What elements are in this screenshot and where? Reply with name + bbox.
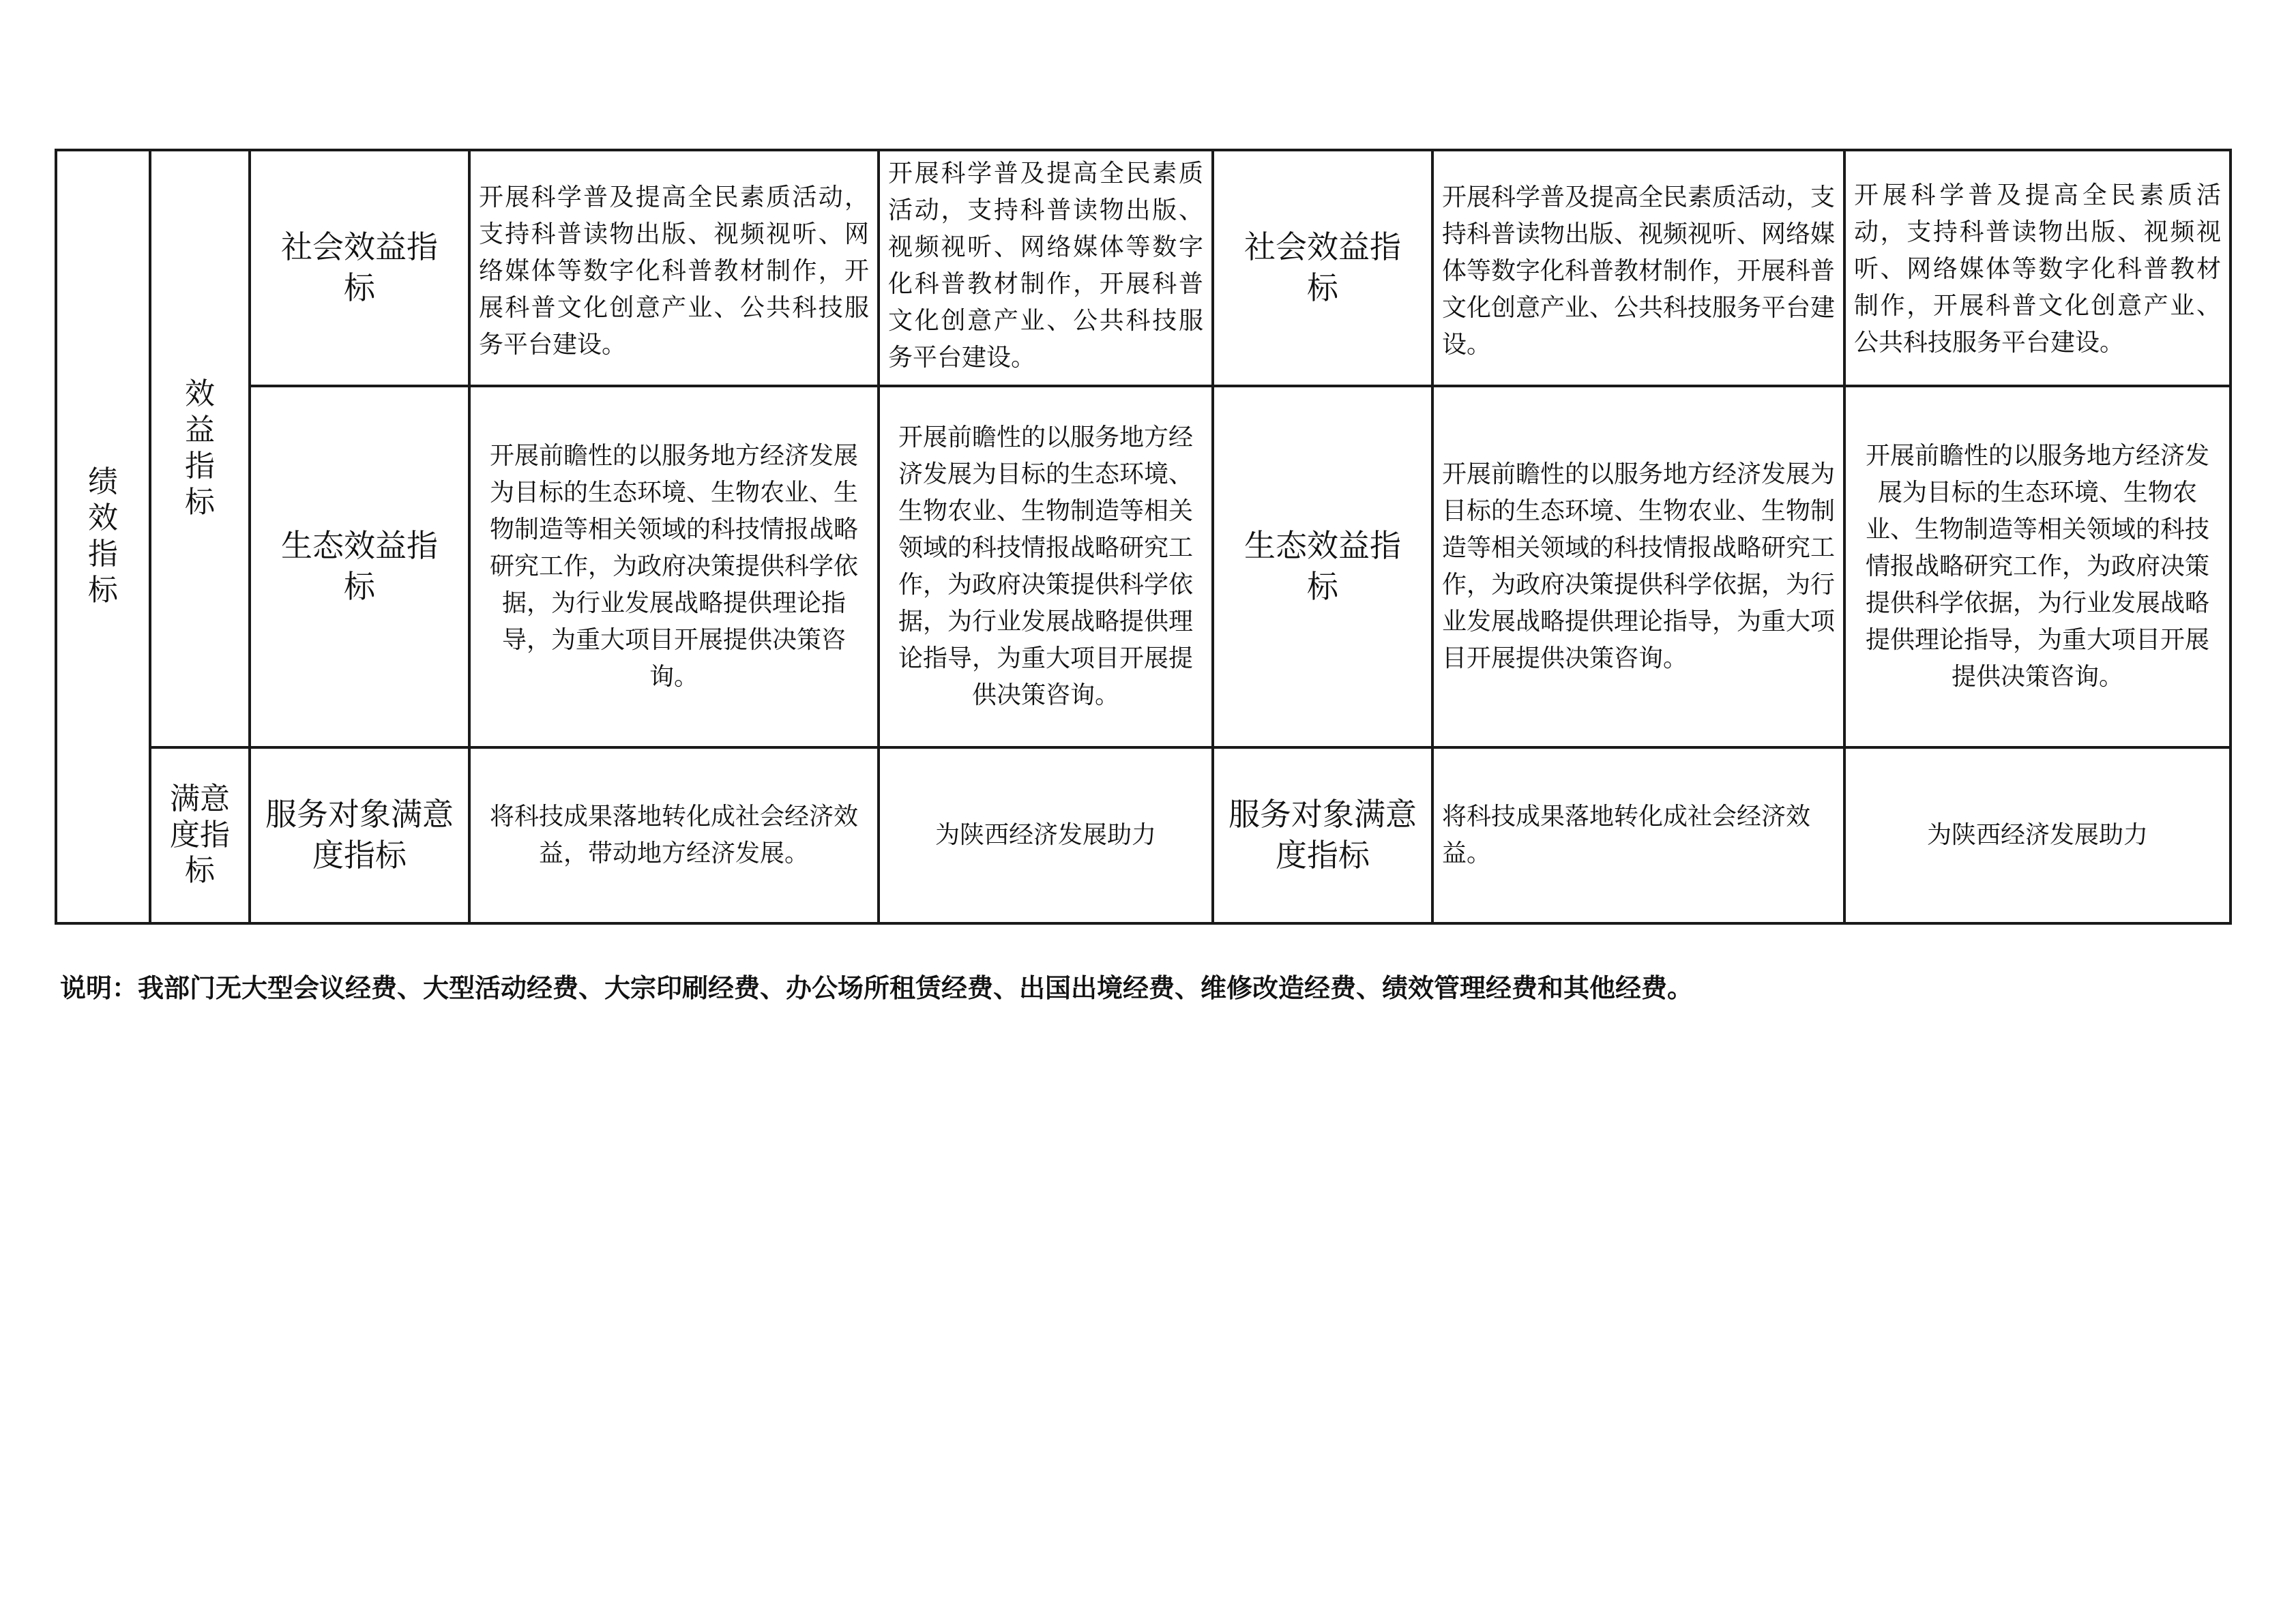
content-text: 开展科学普及提高全民素质活动，支持科普读物出版、视频视听、网络媒体等数字化科普教材制作，开展科普文化创意产业、公共科技服务平台建设。 [479, 183, 869, 359]
indicator-name: 生态效益指标 [1244, 527, 1401, 605]
indicator-name: 社会效益指标 [1244, 228, 1401, 306]
content-cell [879, 150, 1213, 386]
content-cell [879, 747, 1213, 923]
benefit-label-cell [150, 150, 250, 747]
benefit-label: 效益指标 [185, 376, 215, 520]
content-cell [469, 386, 879, 747]
content-cell [1432, 747, 1844, 923]
indicator-name: 服务对象满意度指标 [265, 796, 454, 874]
content-cell [879, 386, 1213, 747]
content-cell [1844, 150, 2231, 386]
performance-label-cell [56, 150, 150, 923]
content-text: 开展科学普及提高全民素质活动，支持科普读物出版、视频视听、网络媒体等数字化科普教材制作，开展科普文化创意产业、公共科技服务平台建设。 [888, 160, 1203, 372]
table-row [56, 150, 2231, 386]
content-text: 开展科学普及提高全民素质活动，支持科普读物出版、视频视听、网络媒体等数字化科普教材制作，开展科普文化创意产业、公共科技服务平台建设。 [1854, 181, 2221, 357]
indicator-cell [1213, 747, 1432, 923]
content-cell [1432, 150, 1844, 386]
indicator-cell [1213, 386, 1432, 747]
indicator-name: 社会效益指标 [281, 228, 438, 306]
content-cell [469, 150, 879, 386]
indicator-cell [250, 386, 469, 747]
content-text: 将科技成果落地转化成社会经济效益，带动地方经济发展。 [489, 803, 858, 867]
content-cell [1844, 747, 2231, 923]
content-cell [1432, 386, 1844, 747]
indicator-cell [250, 150, 469, 386]
content-cell [1844, 386, 2231, 747]
content-text: 将科技成果落地转化成社会经济效益。 [1442, 803, 1811, 867]
content-text: 开展前瞻性的以服务地方经济发展为目标的生态环境、生物农业、生物制造等相关领域的科技情报战略研究工作，为政府决策提供科学依据，为行业发展战略提供理论指导，为重大项目开展提供决策咨询。 [489, 442, 858, 691]
table-row [56, 386, 2231, 747]
satisfaction-label-cell [150, 747, 250, 923]
satisfaction-label: 满意度指标 [170, 781, 230, 889]
content-text: 开展前瞻性的以服务地方经济发展为目标的生态环境、生物农业、生物制造等相关领域的科技情报战略研究工作，为政府决策提供科学依据，为行业发展战略提供理论指导，为重大项目开展提供决策咨询。 [898, 423, 1193, 709]
content-text: 开展前瞻性的以服务地方经济发展为目标的生态环境、生物农业、生物制造等相关领域的科技情报战略研究工作，为政府决策提供科学依据，为行业发展战略提供理论指导，为重大项目开展提供决策咨询。 [1442, 460, 1836, 672]
performance-table [55, 149, 2232, 925]
indicator-cell [1213, 150, 1432, 386]
indicator-name: 生态效益指标 [281, 527, 438, 605]
footnote: 说明：我部门无大型会议经费、大型活动经费、大宗印刷经费、办公场所租赁经费、出国出境经费、维修改造经费、绩效管理经费和其他经费。 [60, 972, 1694, 1003]
content-text: 开展前瞻性的以服务地方经济发展为目标的生态环境、生物农业、生物制造等相关领域的科技情报战略研究工作，为政府决策提供科学依据，为行业发展战略提供理论指导，为重大项目开展提供决策咨询。 [1865, 442, 2209, 691]
table-row [56, 747, 2231, 923]
content-cell [469, 747, 879, 923]
indicator-cell [250, 747, 469, 923]
indicator-name: 服务对象满意度指标 [1228, 796, 1417, 874]
performance-label: 绩效指标 [88, 464, 118, 608]
content-text: 为陕西经济发展助力 [1926, 821, 2148, 849]
content-text: 开展科学普及提高全民素质活动，支持科普读物出版、视频视听、网络媒体等数字化科普教材制作，开展科普文化创意产业、公共科技服务平台建设。 [1442, 183, 1836, 359]
content-text: 为陕西经济发展助力 [934, 821, 1156, 849]
